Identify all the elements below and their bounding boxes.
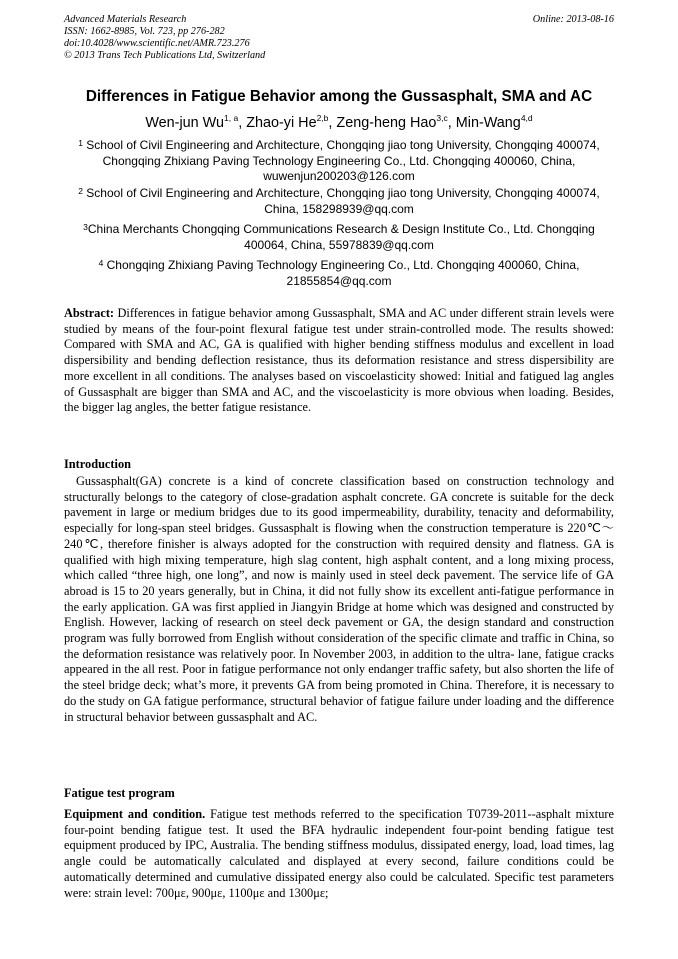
equipment-label: Equipment and condition. (64, 807, 206, 821)
author-sup: 2,b (316, 113, 329, 123)
abstract (64, 306, 614, 416)
author-name: Wen-jun Wu (145, 115, 224, 131)
affiliation-3: $^3$China Merchants Chongqing Communications Research & Design Institute Co., Ltd. Chongqing 400064, China, 55978839@qq.com (83, 222, 595, 252)
author-sup: 1, a (224, 113, 239, 123)
copyright-line: © 2013 Trans Tech Publications Ltd, Switzerland (64, 50, 266, 61)
author-separator: , (447, 115, 456, 131)
journal-name: Advanced Materials Research (64, 14, 187, 25)
author-sup: 4,d (520, 113, 533, 123)
author-separator: , (328, 115, 337, 131)
affiliation-2: $^2$ School of Civil Engineering and Architecture, Chongqing jiao tong University, Chongqing 400074, China, 158298939@qq.com (78, 186, 600, 216)
online-date: Online: 2013-08-16 (532, 14, 614, 25)
doi-line: doi:10.4028/www.scientific.net/AMR.723.276 (64, 38, 250, 49)
author-list (0, 115, 678, 131)
author-name: Zhao-yi He (246, 115, 317, 131)
author-sup: 3,c (436, 113, 448, 123)
abstract-label: Abstract: (64, 306, 115, 320)
issn-line: ISSN: 1662-8985, Vol. 723, pp 276-282 (64, 26, 225, 37)
introduction-heading: Introduction (64, 457, 131, 471)
abstract-text: Differences in fatigue behavior among Gussasphalt, SMA and AC under different strain levels were studied by means of the four-point flexural fatigue test under strain-controlled mode. The results showed: Compared with SMA and AC, GA is qualified with higher bending stiffness modulus and excellent in load dispersibility and bending deflection resistance, thus its deformation resistance and stress dispersibility are more excellent in all conditions. The analyses based on viscoelasticity showed: Initial and fatigued lag angles of Gussasphalt are bigger than SMA and AC, and the viscoelasticity is more obvious when loading. Besides, the bigger lag angles, the better fatigue resistance. (64, 306, 614, 415)
affiliation-4: $^4$ Chongqing Zhixiang Paving Technology Engineering Co., Ltd. Chongqing 400060, China, 21855854@qq.com (98, 258, 580, 288)
author-name: Zeng-heng Hao (336, 115, 437, 131)
journal-header (64, 14, 265, 62)
author-separator: , (238, 115, 247, 131)
introduction-text: Gussasphalt(GA) concrete is a kind of concrete classification based on construction technology and structurally belongs to the category of close-gradation asphalt concrete. GA concrete is suitable for the deck pavement in large or medium bridges due to its good impermeability, durability, tenacity and deformability, especially for long-span steel bridges. Gussasphalt is flowing when the construction temperature is 220℃～240℃, therefore finisher is always adopted for the construction with required density and flatness. GA is qualified with high mixing temperature, high slag content, high asphalt content, and a long mixing process, which called “three high, one long”, and now is mainly used in steel deck pavement. The service life of GA abroad is 15 to 20 years generally, but in China, it did not fully show its excellent anti-fatigue performance in the early application. GA was first applied in Jiangyin Bridge at home which was designed and constructed by English. However, lacking of research on steel deck pavement or GA, the design standard and construction program was fully borrowed from English without consideration of the specific climate and traffic in China, so the deformation resistance was relatively poor. In November 2003, in addition to the ultra- lane, fatigue cracks appeared in the all rest. Poor in fatigue performance not only endanger traffic safety, but also shorten the life of the steel bridge deck; what’s more, it prevents GA from being promoted in China. Therefore, it is necessary to do the study on GA fatigue performance, structural behavior of fatigue failure under loading and the difference in structural behavior between gussasphalt and AC. (64, 474, 614, 724)
equipment-text: Fatigue test methods referred to the specification T0739-2011--asphalt mixture four-point bending fatigue test. It used the BFA hydraulic independent four-point bending fatigue test equipment produced by IPC, Australia. The bending stiffness modulus, dissipated energy, load, load times, lag angle could be automatically calculated and displayed at every second, failure conditions could be automatically determined and cumulative dissipated energy also could be calculated. Specific test parameters were: strain level: 700με, 900με, 1100με and 1300με; (64, 807, 614, 900)
affiliation-1: $^1$ School of Civil Engineering and Architecture, Chongqing jiao tong University, Chongqing 400074, Chongqing Zhixiang Paving Technology Engineering Co., Ltd. Chongqing 400060, China, wuwenjun200203@126.com (78, 138, 600, 184)
fatigue-heading: Fatigue test program (64, 786, 175, 800)
author-name: Min-Wang (455, 115, 521, 131)
paper-title: Differences in Fatigue Behavior among the Gussasphalt, SMA and AC (85, 88, 593, 105)
equipment-paragraph (64, 807, 614, 901)
